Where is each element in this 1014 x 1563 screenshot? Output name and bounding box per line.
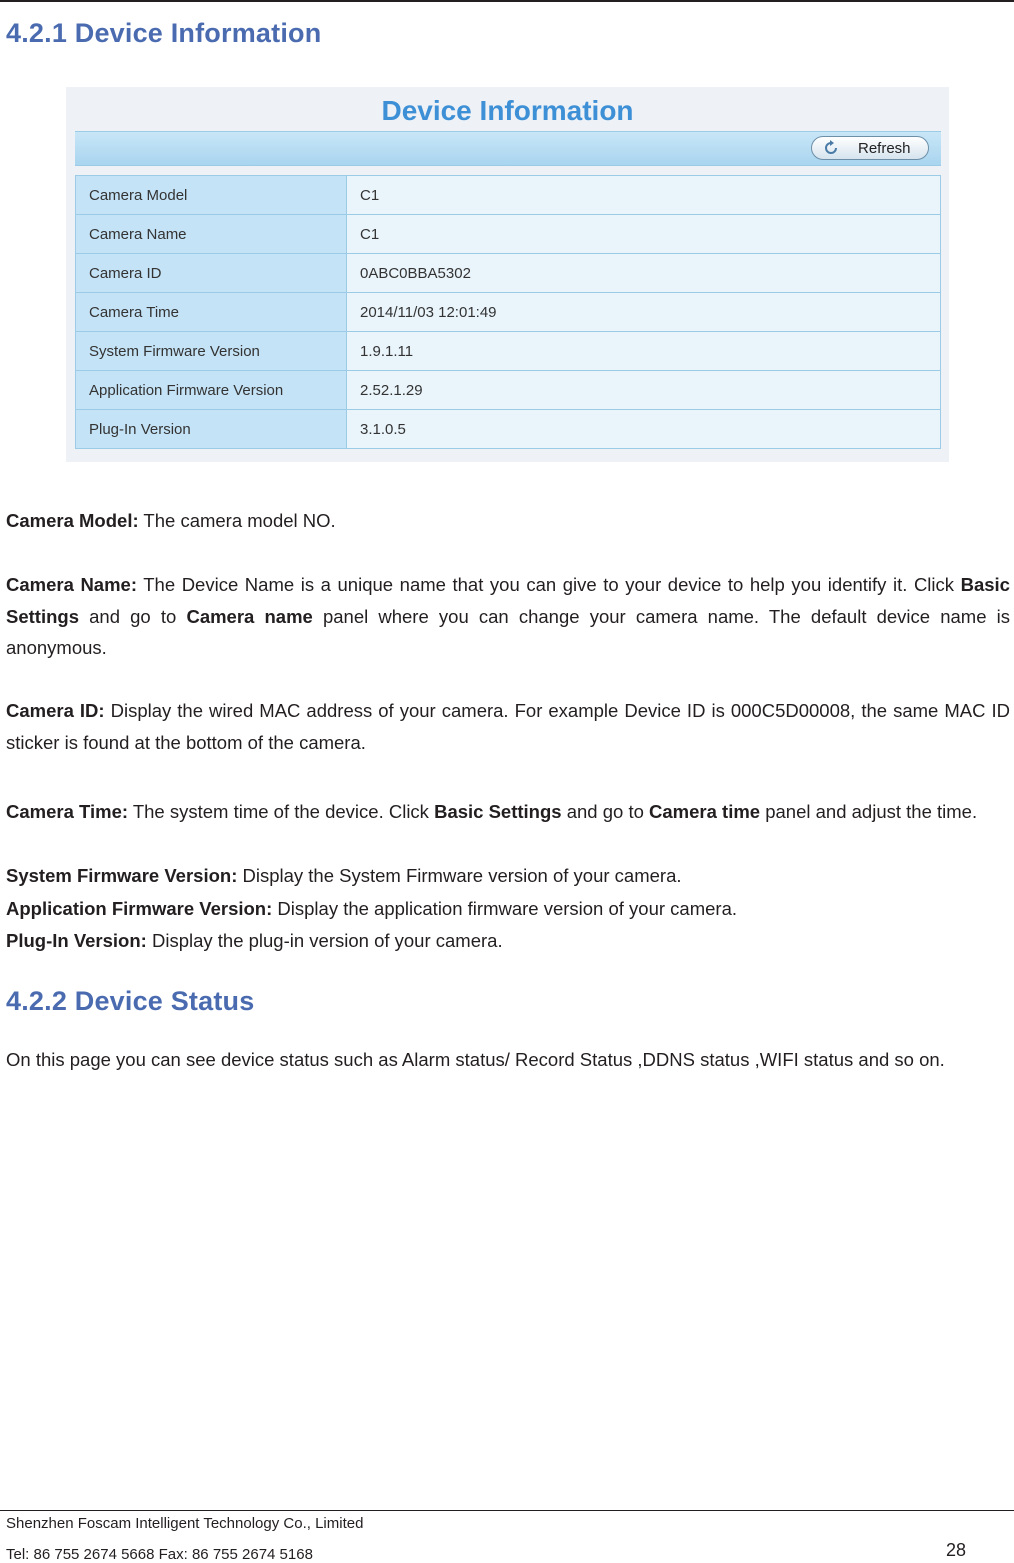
table-row: [76, 176, 941, 215]
row-label: System Firmware Version: [76, 332, 347, 371]
camera-time-text-1: The system time of the device. Click: [128, 801, 435, 822]
table-row: [76, 371, 941, 410]
page-number: 28: [946, 1540, 967, 1560]
refresh-button[interactable]: [811, 136, 929, 160]
table-row: [76, 332, 941, 371]
camera-model-description: [6, 505, 1010, 537]
footer-rule: [0, 1510, 1014, 1511]
row-label: Plug-In Version: [76, 410, 347, 449]
camera-id-description: [6, 695, 1010, 758]
row-value: 1.9.1.11: [347, 332, 941, 371]
row-label: Application Firmware Version: [76, 371, 347, 410]
term-application-firmware: Application Firmware Version:: [6, 898, 273, 919]
basic-settings-ref-2: Basic Settings: [434, 801, 562, 822]
table-row: [76, 215, 941, 254]
term-camera-time: Camera Time:: [6, 801, 129, 822]
table-row: [76, 293, 941, 332]
plugin-version-text: Display the plug-in version of your camera.: [146, 930, 503, 951]
row-value: 2014/11/03 12:01:49: [347, 293, 941, 332]
refresh-label: Refresh: [858, 140, 911, 157]
row-value: 0ABC0BBA5302: [347, 254, 941, 293]
row-value: 2.52.1.29: [347, 371, 941, 410]
term-system-firmware: System Firmware Version:: [6, 865, 238, 886]
device-information-screenshot: [66, 87, 949, 462]
device-info-table: [75, 175, 941, 449]
camera-name-panel-ref: Camera name: [186, 605, 313, 627]
term-camera-model: Camera Model:: [6, 510, 139, 531]
row-value: 3.1.0.5: [347, 410, 941, 449]
camera-time-text-2: and go to: [561, 801, 650, 822]
camera-model-text: The camera model NO.: [138, 510, 336, 531]
camera-name-text-2: and go to: [78, 605, 187, 627]
camera-time-panel-ref: Camera time: [649, 801, 761, 822]
term-plugin-version: Plug-In Version:: [6, 930, 147, 951]
top-rule: [0, 0, 1014, 2]
footer-contact: Tel: 86 755 2674 5668 Fax: 86 755 2674 5168: [6, 1546, 313, 1563]
camera-name-description: [6, 569, 1010, 664]
camera-time-text-3: panel and adjust the time.: [760, 801, 978, 822]
refresh-icon: [822, 140, 840, 156]
section-heading-device-status: 4.2.2 Device Status: [6, 986, 255, 1016]
screenshot-title: Device Information: [381, 95, 634, 126]
plugin-version-description: [6, 925, 1010, 957]
footer-company: Shenzhen Foscam Intelligent Technology Co., Limited: [6, 1515, 364, 1532]
table-row: [76, 254, 941, 293]
camera-id-text: Display the wired MAC address of your camera. For example Device ID is 000C5D00008, the same MAC ID sticker is found at the bottom of the camera.: [6, 700, 1010, 753]
row-label: Camera Name: [76, 215, 347, 254]
term-camera-name: Camera Name:: [6, 574, 137, 595]
system-firmware-text: Display the System Firmware version of your camera.: [237, 865, 682, 886]
row-value: C1: [347, 176, 941, 215]
application-firmware-description: [6, 893, 1010, 925]
row-label: Camera Time: [76, 293, 347, 332]
table-row: [76, 410, 941, 449]
application-firmware-text: Display the application firmware version of your camera.: [272, 898, 738, 919]
section-heading-device-information: 4.2.1 Device Information: [6, 18, 322, 48]
row-value: C1: [347, 215, 941, 254]
system-firmware-description: [6, 860, 1010, 892]
term-camera-id: Camera ID:: [6, 700, 105, 721]
camera-name-text-3: panel where you can change your camera name. The default device name is anonymous.: [6, 605, 1011, 658]
camera-name-text-1: The Device Name is a unique name that you can give to your device to help you identify it. Click: [137, 574, 961, 595]
screenshot-toolbar: [75, 131, 941, 166]
row-label: Camera ID: [76, 254, 347, 293]
camera-time-description: [6, 796, 1010, 828]
row-label: Camera Model: [76, 176, 347, 215]
device-status-description: On this page you can see device status such as Alarm status/ Record Status ,DDNS status ,WIFI status and so on.: [6, 1049, 945, 1070]
basic-settings-ref: Basic Settings: [6, 574, 1010, 627]
